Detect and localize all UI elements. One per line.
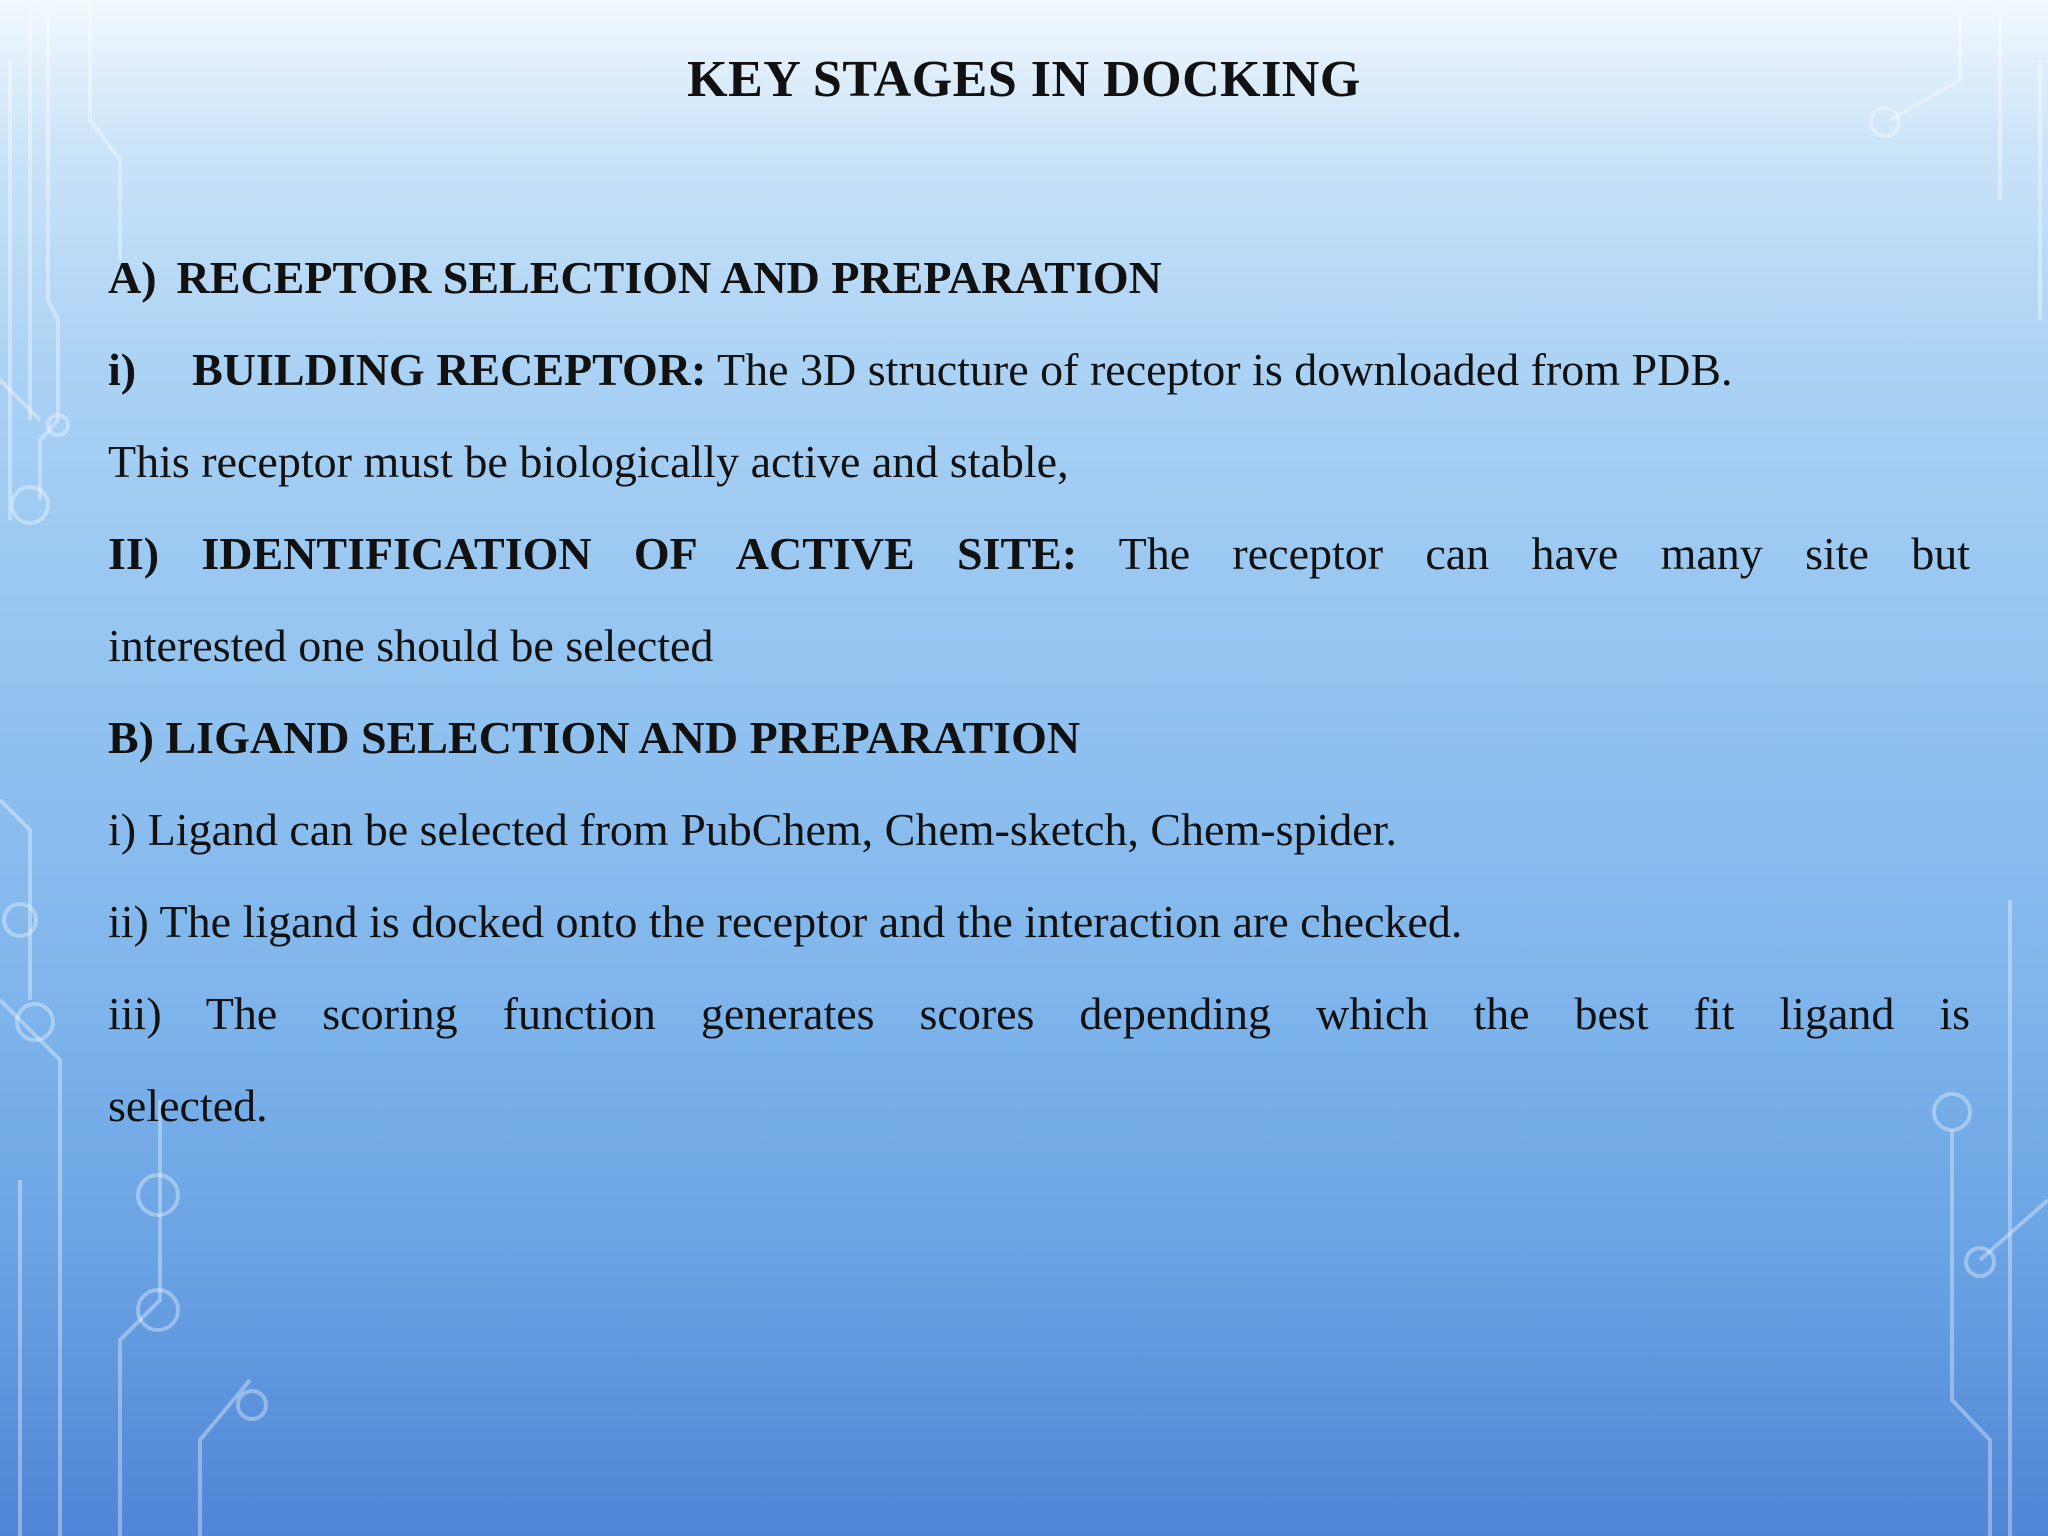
section-a-item-1-text: The 3D structure of receptor is downloaded from PDB. xyxy=(706,344,1733,395)
section-b-item-1: i) Ligand can be selected from PubChem, Chem-sketch, Chem-spider. xyxy=(108,804,1397,855)
section-a-item-2-continuation: interested one should be selected xyxy=(108,620,714,671)
section-a-item-1-continuation: This receptor must be biologically active and stable, xyxy=(108,436,1069,487)
section-a-item-1-marker: i) xyxy=(108,344,137,395)
section-a-item-2 xyxy=(108,508,1970,600)
section-b-item-3-continuation: selected. xyxy=(108,1080,268,1131)
slide-content xyxy=(108,232,1970,1152)
section-a-item-2-marker: II) xyxy=(108,528,160,579)
section-b-item-2: ii) The ligand is docked onto the receptor and the interaction are checked. xyxy=(108,896,1463,947)
section-a-heading-text: RECEPTOR SELECTION AND PREPARATION xyxy=(176,252,1162,303)
section-b-item-3: iii) The scoring function generates scores depending which the best fit ligand is xyxy=(108,988,1970,1039)
section-b-heading: B) LIGAND SELECTION AND PREPARATION xyxy=(108,712,1081,763)
section-a-item-2-label: IDENTIFICATION OF ACTIVE SITE: xyxy=(201,528,1078,579)
slide-title: KEY STAGES IN DOCKING xyxy=(687,51,1361,108)
section-a-item-1 xyxy=(108,324,1970,416)
section-a-heading xyxy=(108,232,1970,324)
section-a-marker: A) xyxy=(108,252,157,303)
section-a-item-2-text: The receptor can have many site but xyxy=(1077,528,1971,579)
section-a-item-1-label: BUILDING RECEPTOR: xyxy=(192,344,707,395)
